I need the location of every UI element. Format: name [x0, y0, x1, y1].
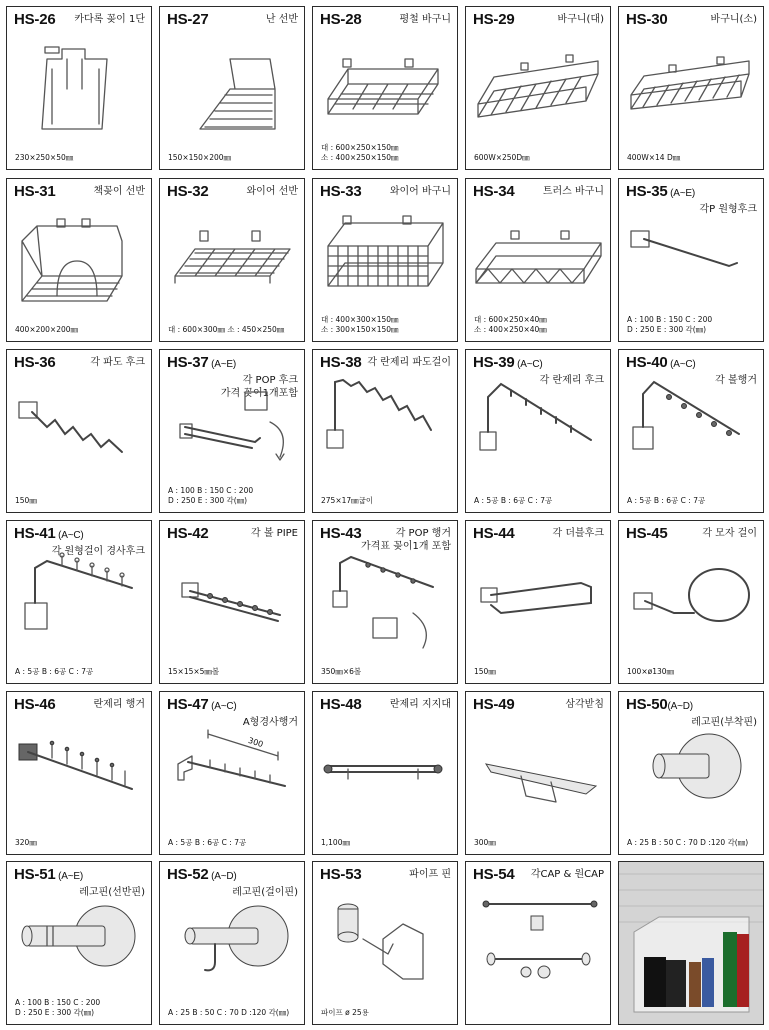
product-code [320, 525, 362, 542]
product-spec: 300㎜ [474, 838, 496, 847]
product-card [312, 178, 458, 342]
product-code-text: HS-35 [626, 183, 668, 200]
wire-drawing [160, 884, 304, 994]
product-variant-range: (A~D) [667, 701, 693, 712]
wire-drawing [160, 714, 304, 824]
product-code [167, 354, 236, 371]
product-code [167, 696, 237, 713]
product-code [14, 354, 56, 371]
product-spec: 150㎜ [474, 667, 496, 676]
product-illustration [466, 29, 610, 141]
product-card [6, 691, 152, 855]
product-code-text: HS-38 [320, 354, 362, 371]
product-code-text: HS-26 [14, 11, 56, 28]
product-code-text: HS-45 [626, 525, 668, 542]
product-illustration [313, 714, 457, 826]
product-spec: 150×150×200㎜ [168, 153, 232, 162]
product-code [320, 866, 362, 883]
product-name: 레고핀(걸이핀) [232, 887, 298, 898]
product-spec: A : 100 B : 150 C : 200 D : 250 E : 300 각(㎜) [168, 486, 254, 505]
product-card [312, 6, 458, 170]
wire-drawing [313, 884, 457, 994]
product-variant-range: (A~E) [208, 359, 236, 370]
wire-drawing [619, 29, 763, 139]
product-code-text: HS-32 [167, 183, 209, 200]
product-card [465, 691, 611, 855]
product-card [618, 349, 764, 513]
wire-drawing [313, 714, 457, 824]
product-card [159, 6, 305, 170]
product-code-text: HS-28 [320, 11, 362, 28]
wire-drawing [466, 201, 610, 311]
wire-drawing [619, 201, 763, 311]
product-spec: 275×17㎜굽이 [321, 496, 374, 505]
product-spec: 320㎜ [15, 838, 37, 847]
wire-drawing [7, 884, 151, 994]
product-name: 평철 바구니 [399, 14, 451, 25]
product-card [465, 520, 611, 684]
product-code-text: HS-33 [320, 183, 362, 200]
product-code [626, 11, 668, 28]
product-spec: A : 25 B : 50 C : 70 D :120 각(㎜) [168, 1008, 290, 1017]
wire-drawing [7, 372, 151, 482]
product-code [473, 354, 543, 371]
product-code-text: HS-50 [626, 696, 668, 713]
product-card [465, 349, 611, 513]
product-card [6, 861, 152, 1025]
product-spec: 대 : 600×250×150㎜ 소 : 400×250×150㎜ [321, 143, 399, 162]
product-code-text: HS-47 [167, 696, 209, 713]
product-name: 각 POP 행거 가격표 꽂이1개 포함 [361, 528, 451, 552]
product-name: 레고핀(선반핀) [79, 887, 145, 898]
product-illustration [160, 29, 304, 141]
product-card [618, 691, 764, 855]
product-card [312, 861, 458, 1025]
product-code [14, 696, 56, 713]
product-illustration [160, 543, 304, 655]
product-code-text: HS-40 [626, 354, 668, 371]
product-spec: 100×ø130㎜ [627, 667, 675, 676]
product-code-text: HS-41 [14, 525, 56, 542]
wire-drawing [160, 201, 304, 311]
product-code-text: HS-46 [14, 696, 56, 713]
product-spec: 230×250×50㎜ [15, 153, 74, 162]
wire-drawing [313, 543, 457, 653]
product-spec: A : 100 B : 150 C : 200 D : 250 E : 300 각(㎜) [15, 998, 101, 1017]
product-illustration [160, 884, 304, 996]
product-code-text: HS-54 [473, 866, 515, 883]
product-name: 각 볼행거 [715, 375, 757, 386]
product-spec: 400×200×200㎜ [15, 325, 79, 334]
product-code [626, 183, 695, 200]
wire-drawing [7, 543, 151, 653]
product-variant-range: (A~E) [667, 188, 695, 199]
product-code [473, 696, 515, 713]
product-illustration [313, 201, 457, 313]
product-code [320, 11, 362, 28]
product-card [6, 6, 152, 170]
product-name: 난 선반 [265, 14, 298, 25]
product-illustration [466, 543, 610, 655]
wire-drawing [466, 543, 610, 653]
wire-drawing [7, 714, 151, 824]
product-code-text: HS-34 [473, 183, 515, 200]
wire-drawing [160, 372, 304, 482]
product-illustration [313, 29, 457, 141]
product-variant-range: (A~C) [514, 359, 543, 370]
product-name: 카다록 꽂이 1단 [74, 14, 145, 25]
wire-drawing [313, 201, 457, 311]
product-code [626, 354, 696, 371]
product-card [465, 6, 611, 170]
product-name: 란제리 지지대 [389, 699, 451, 710]
product-card [6, 520, 152, 684]
product-code [626, 696, 693, 713]
product-card [159, 520, 305, 684]
product-illustration [619, 201, 763, 313]
product-code-text: HS-43 [320, 525, 362, 542]
wire-drawing [466, 884, 610, 994]
product-illustration [160, 201, 304, 313]
wire-drawing [466, 714, 610, 824]
product-code-text: HS-49 [473, 696, 515, 713]
product-spec: A : 25 B : 50 C : 70 D :120 각(㎜) [627, 838, 749, 847]
product-spec: 15×15×5㎜볼 [168, 667, 220, 676]
product-variant-range: (A~C) [208, 701, 237, 712]
product-illustration [466, 714, 610, 826]
product-code-text: HS-52 [167, 866, 209, 883]
product-name: 각 원형걸이 경사후크 [51, 546, 145, 557]
product-name: 파이프 핀 [409, 869, 451, 880]
product-name: 각 란제리 파도걸이 [367, 357, 451, 368]
product-card [312, 349, 458, 513]
product-spec: 대 : 600×250×40㎜ 소 : 400×250×40㎜ [474, 315, 547, 334]
product-card [618, 178, 764, 342]
product-spec: 대 : 600×300㎜ 소 : 450×250㎜ [168, 325, 285, 334]
product-code [167, 11, 209, 28]
product-illustration [7, 714, 151, 826]
product-code-text: HS-51 [14, 866, 56, 883]
product-illustration [7, 543, 151, 655]
product-spec: 350㎜×6볼 [321, 667, 362, 676]
product-code-text: HS-29 [473, 11, 515, 28]
product-code [320, 696, 362, 713]
product-illustration [7, 29, 151, 141]
product-code-text: HS-44 [473, 525, 515, 542]
wire-drawing [619, 714, 763, 824]
product-illustration [466, 372, 610, 484]
product-name: 각 란제리 후크 [539, 375, 604, 386]
wire-drawing [160, 29, 304, 139]
product-illustration [313, 884, 457, 996]
product-code-text: HS-31 [14, 183, 56, 200]
product-name: 각CAP & 원CAP [530, 869, 604, 880]
product-variant-range: (A~C) [667, 359, 696, 370]
product-illustration [619, 29, 763, 141]
product-card [618, 520, 764, 684]
product-code [14, 866, 83, 883]
product-spec: 파이프 ø 25용 [321, 1008, 369, 1017]
product-card [465, 178, 611, 342]
product-card [312, 691, 458, 855]
product-card [159, 691, 305, 855]
product-name: 각 볼 PIPE [250, 528, 298, 539]
product-code [473, 866, 515, 883]
product-code [320, 183, 362, 200]
display-shelf-image [619, 862, 764, 1025]
product-illustration [7, 201, 151, 313]
product-code [167, 866, 237, 883]
wire-drawing [466, 29, 610, 139]
product-card [159, 861, 305, 1025]
product-illustration [466, 201, 610, 313]
product-name: 각P 원형후크 [699, 204, 757, 215]
wire-drawing [619, 372, 763, 482]
product-name: 각 POP 후크 가격 꽂이1개포함 [220, 375, 298, 399]
product-code-text: HS-53 [320, 866, 362, 883]
product-illustration [619, 714, 763, 826]
product-illustration [313, 543, 457, 655]
product-code [167, 183, 209, 200]
product-name: 와이어 선반 [246, 186, 298, 197]
product-spec: A : 5공 B : 6공 C : 7공 [474, 496, 553, 505]
product-name: 각 더블후크 [552, 528, 604, 539]
product-card [312, 520, 458, 684]
product-spec: 150㎜ [15, 496, 37, 505]
product-name: 란제리 행거 [93, 699, 145, 710]
product-code [14, 11, 56, 28]
product-code [473, 183, 515, 200]
product-spec: 대 : 400×300×150㎜ 소 : 300×150×150㎜ [321, 315, 399, 334]
product-code-text: HS-48 [320, 696, 362, 713]
product-code-text: HS-42 [167, 525, 209, 542]
product-catalog-grid [6, 6, 764, 1026]
wire-drawing [313, 372, 457, 482]
product-card [6, 349, 152, 513]
product-name: 각 모자 걸이 [702, 528, 757, 539]
product-card [159, 178, 305, 342]
product-spec: A : 5공 B : 6공 C : 7공 [168, 838, 247, 847]
wire-drawing [466, 372, 610, 482]
product-name: 책꽂이 선반 [93, 186, 145, 197]
product-name: 와이어 바구니 [389, 186, 451, 197]
product-illustration [466, 884, 610, 996]
product-code-text: HS-39 [473, 354, 515, 371]
product-name: 레고핀(부착핀) [691, 717, 757, 728]
product-card [618, 6, 764, 170]
product-name: 바구니(소) [710, 14, 757, 25]
product-variant-range: (A~D) [208, 871, 237, 882]
product-illustration [619, 372, 763, 484]
wire-drawing [619, 543, 763, 653]
dimension-label: 300 [246, 735, 265, 750]
product-spec: 600W×250D㎜ [474, 153, 530, 162]
product-illustration [7, 884, 151, 996]
product-code-text: HS-37 [167, 354, 209, 371]
product-name: 삼각받침 [565, 699, 604, 710]
product-illustration [160, 714, 304, 826]
product-spec: 400W×14 D㎜ [627, 153, 681, 162]
product-variant-range: (A~E) [55, 871, 83, 882]
product-code [473, 11, 515, 28]
product-card [465, 861, 611, 1025]
product-name: 바구니(대) [557, 14, 604, 25]
product-card [159, 349, 305, 513]
display-photo [618, 861, 764, 1025]
product-spec: A : 5공 B : 6공 C : 7공 [627, 496, 706, 505]
wire-drawing [7, 201, 151, 311]
product-code [473, 525, 515, 542]
product-code-text: HS-36 [14, 354, 56, 371]
product-name: 트러스 바구니 [542, 186, 604, 197]
product-code-text: HS-30 [626, 11, 668, 28]
product-code [14, 183, 56, 200]
wire-drawing [313, 29, 457, 139]
wire-drawing [160, 543, 304, 653]
product-code [320, 354, 362, 371]
product-illustration [313, 372, 457, 484]
product-illustration [7, 372, 151, 484]
product-variant-range: (A~C) [55, 530, 84, 541]
product-name: 각 파도 후크 [90, 357, 145, 368]
product-code [626, 525, 668, 542]
product-code [14, 525, 84, 542]
product-illustration [160, 372, 304, 484]
product-spec: A : 5공 B : 6공 C : 7공 [15, 667, 94, 676]
product-card [6, 178, 152, 342]
wire-drawing [7, 29, 151, 139]
product-code [167, 525, 209, 542]
product-illustration [619, 543, 763, 655]
product-spec: A : 100 B : 150 C : 200 D : 250 E : 300 각(㎜) [627, 315, 713, 334]
product-name: A형경사행거 [242, 717, 298, 728]
product-spec: 1,100㎜ [321, 838, 350, 847]
product-code-text: HS-27 [167, 11, 209, 28]
